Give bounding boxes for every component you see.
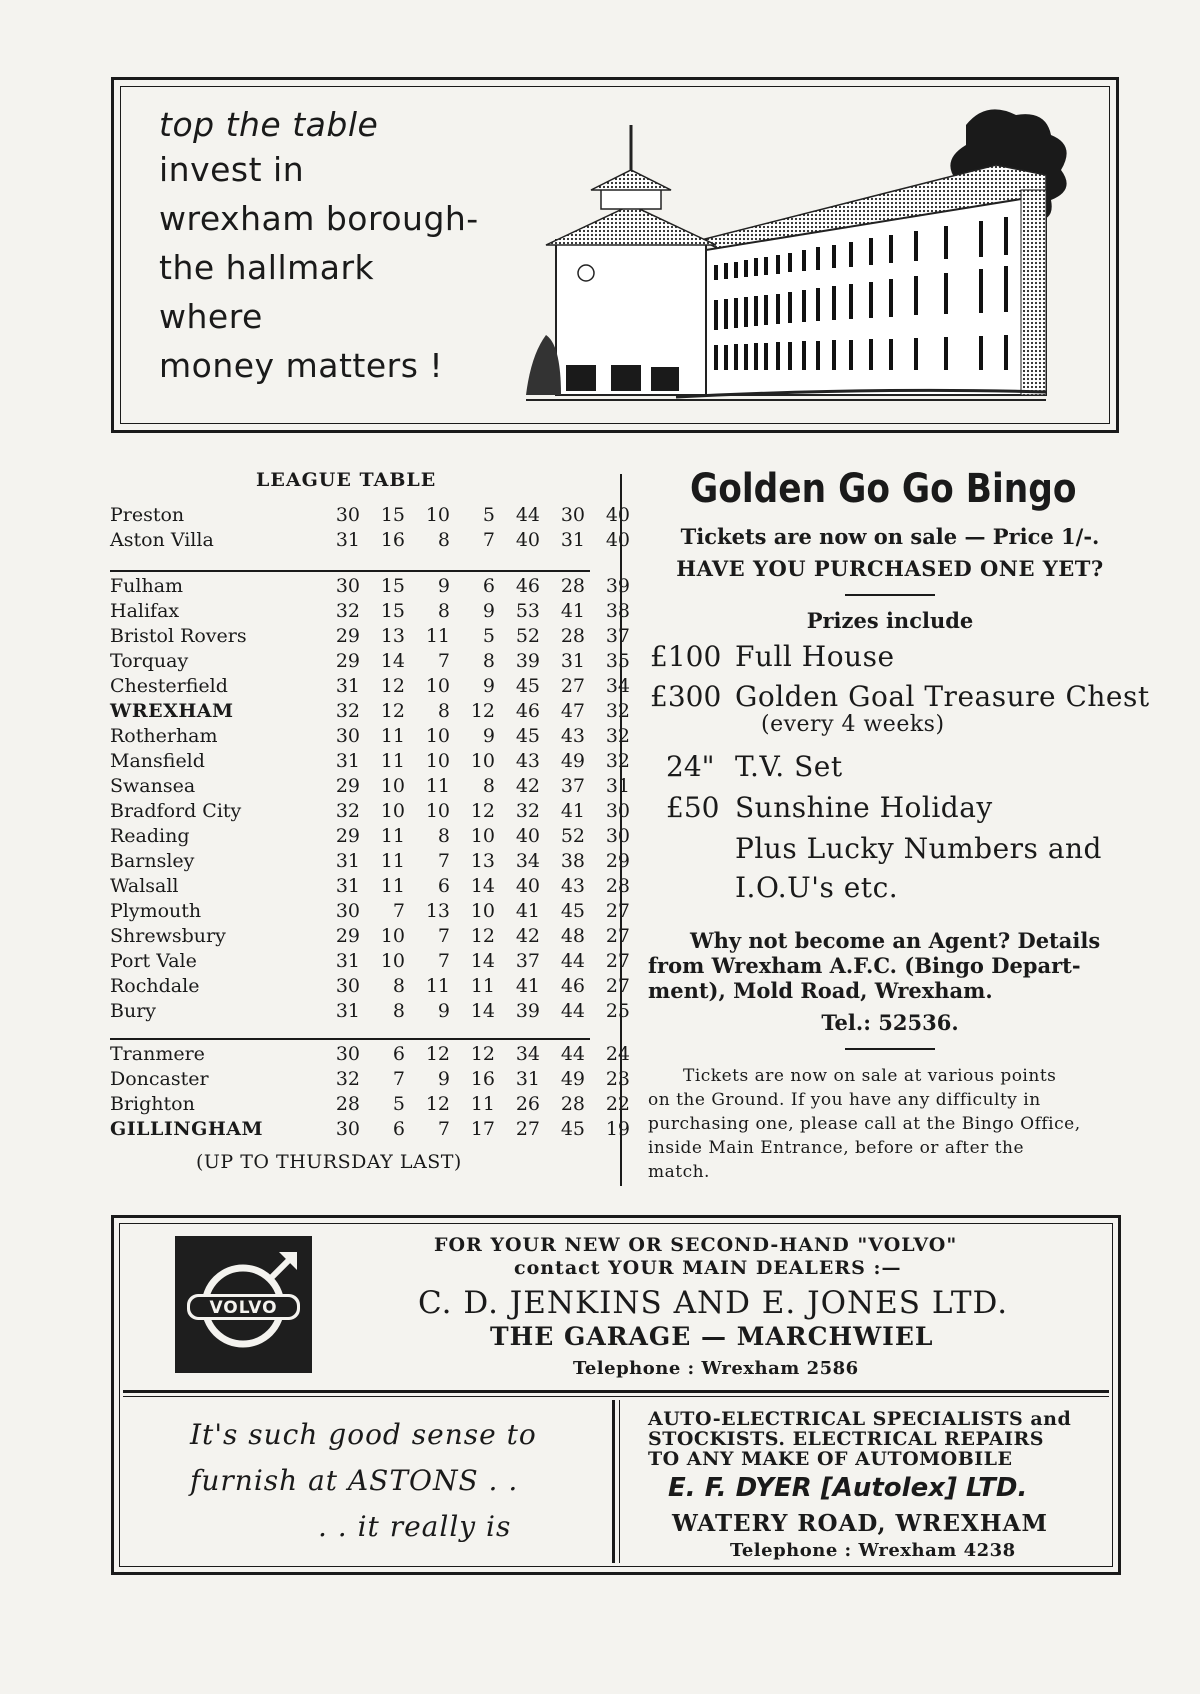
bingo-prizes-heading: Prizes include [806,608,974,633]
stat-cell: 31 [335,1000,360,1022]
stat-cell: 9 [482,675,495,697]
stat-cell: 11 [425,625,450,647]
stat-cell: 12 [425,1043,450,1065]
stat-cell: 42 [515,775,540,797]
league-table-heading: LEAGUE TABLE [256,469,437,491]
stat-cell: 29 [335,825,360,847]
stat-cell: 34 [515,1043,540,1065]
astons-ad-line: It's such good sense to [190,1418,537,1451]
agent-line: Why not become an Agent? Details [690,928,1101,953]
stat-cell: 30 [335,725,360,747]
stat-cell: 9 [482,600,495,622]
relegation-rule [110,1038,590,1040]
stat-cell: 13 [470,850,495,872]
stat-cell: 48 [560,925,585,947]
advert-slogan-line: top the table [159,105,379,144]
stat-cell: 7 [482,529,495,551]
stat-cell: 27 [560,675,585,697]
stat-cell: 47 [560,700,585,722]
stat-cell: 7 [437,925,450,947]
team-name: Port Vale [110,950,197,972]
team-name: Rochdale [110,975,200,997]
bingo-rule [845,594,935,596]
table-row [110,950,630,975]
stat-cell: 12 [470,800,495,822]
stat-cell: 15 [380,600,405,622]
team-name: Swansea [110,775,196,797]
team-name: Torquay [110,650,189,672]
advert-slogan-line: where [159,297,263,336]
team-name: Bury [110,1000,157,1022]
stat-cell: 6 [392,1043,405,1065]
stat-cell: 32 [335,1068,360,1090]
bingo-info-line: Tickets are now on sale at various points [683,1066,1057,1086]
stat-cell: 31 [335,850,360,872]
advert-divider [123,1390,1109,1393]
stat-cell: 27 [515,1118,540,1140]
stat-cell: 31 [560,650,585,672]
volvo-telephone: Telephone : Wrexham 2586 [573,1358,859,1379]
team-name: Fulham [110,575,184,597]
stat-cell: 7 [437,950,450,972]
prize-amount: 24" [666,750,715,783]
stat-cell: 32 [605,750,630,772]
stat-cell: 40 [605,529,630,551]
table-row [110,529,630,554]
stat-cell: 11 [380,875,405,897]
advert-column-divider [612,1400,615,1563]
table-row [110,1093,630,1118]
stat-cell: 52 [515,625,540,647]
stat-cell: 10 [425,800,450,822]
stat-cell: 12 [470,1043,495,1065]
stat-cell: 52 [560,825,585,847]
bingo-question: HAVE YOU PURCHASED ONE YET? [676,556,1104,581]
stat-cell: 10 [380,925,405,947]
stat-cell: 11 [380,850,405,872]
stat-cell: 10 [425,675,450,697]
bingo-rule [845,1048,935,1050]
prize-description: Sunshine Holiday [735,791,993,824]
astons-ad-line: furnish at ASTONS . . [190,1464,519,1497]
volvo-logo [175,1236,312,1373]
prize-amount: £50 [666,791,720,824]
stat-cell: 10 [470,900,495,922]
table-row [110,900,630,925]
dyer-ad-line: STOCKISTS. ELECTRICAL REPAIRS [648,1428,1044,1450]
stat-cell: 30 [335,1118,360,1140]
stat-cell: 28 [605,875,630,897]
stat-cell: 43 [560,875,585,897]
stat-cell: 10 [425,750,450,772]
prize-description: Golden Goal Treasure Chest [735,680,1150,713]
stat-cell: 5 [392,1093,405,1115]
stat-cell: 32 [605,725,630,747]
stat-cell: 7 [437,850,450,872]
stat-cell: 15 [380,504,405,526]
stat-cell: 40 [515,825,540,847]
stat-cell: 27 [605,975,630,997]
stat-cell: 41 [515,900,540,922]
stat-cell: 6 [482,575,495,597]
stat-cell: 31 [515,1068,540,1090]
stat-cell: 15 [380,575,405,597]
stat-cell: 45 [515,725,540,747]
stat-cell: 10 [470,750,495,772]
stat-cell: 38 [605,600,630,622]
stat-cell: 31 [335,875,360,897]
stat-cell: 34 [515,850,540,872]
bingo-telephone: Tel.: 52536. [821,1010,959,1035]
stat-cell: 41 [560,600,585,622]
stat-cell: 53 [515,600,540,622]
stat-cell: 14 [470,1000,495,1022]
stat-cell: 12 [470,925,495,947]
team-name: Preston [110,504,185,526]
table-row [110,1043,630,1068]
dyer-ad-line: AUTO-ELECTRICAL SPECIALISTS and [648,1408,1072,1430]
stat-cell: 29 [335,625,360,647]
stat-cell: 32 [515,800,540,822]
stat-cell: 46 [515,700,540,722]
stat-cell: 9 [437,575,450,597]
stat-cell: 8 [482,650,495,672]
stat-cell: 46 [515,575,540,597]
prize-description: T.V. Set [735,750,843,783]
team-name: Aston Villa [110,529,214,551]
table-row [110,1000,630,1025]
team-name: Doncaster [110,1068,209,1090]
wrexham-borough-advert [111,77,1119,433]
stat-cell: 10 [470,825,495,847]
stat-cell: 28 [560,1093,585,1115]
stat-cell: 29 [335,775,360,797]
bingo-title: Golden Go Go Bingo [690,466,1077,512]
stat-cell: 11 [425,975,450,997]
stat-cell: 49 [560,750,585,772]
stat-cell: 31 [335,529,360,551]
stat-cell: 30 [335,900,360,922]
stat-cell: 11 [425,775,450,797]
bingo-info-line: on the Ground. If you have any difficulty in [648,1090,1041,1110]
stat-cell: 30 [560,504,585,526]
stat-cell: 32 [335,600,360,622]
stat-cell: 8 [437,600,450,622]
stat-cell: 12 [380,675,405,697]
stat-cell: 31 [335,675,360,697]
stat-cell: 32 [605,700,630,722]
table-row [110,750,630,775]
volvo-dealer-name: C. D. JENKINS AND E. JONES LTD. [418,1285,1009,1321]
stat-cell: 25 [605,1000,630,1022]
stat-cell: 11 [380,725,405,747]
stat-cell: 30 [335,1043,360,1065]
stat-cell: 9 [482,725,495,747]
volvo-ad-line: FOR YOUR NEW OR SECOND-HAND "VOLVO" [434,1234,958,1256]
stat-cell: 40 [515,875,540,897]
stat-cell: 14 [380,650,405,672]
promotion-rule [110,570,590,572]
bingo-info-line: purchasing one, please call at the Bingo Office, [648,1114,1081,1134]
team-name: Walsall [110,875,179,897]
stat-cell: 8 [437,825,450,847]
stat-cell: 19 [605,1118,630,1140]
stat-cell: 45 [560,1118,585,1140]
table-row [110,700,630,725]
stat-cell: 6 [392,1118,405,1140]
stat-cell: 14 [470,950,495,972]
stat-cell: 13 [380,625,405,647]
dyer-ad-line: TO ANY MAKE OF AUTOMOBILE [648,1448,1013,1470]
stat-cell: 11 [470,1093,495,1115]
table-row [110,850,630,875]
agent-line: from Wrexham A.F.C. (Bingo Depart- [648,953,1081,978]
stat-cell: 44 [560,950,585,972]
stat-cell: 30 [605,800,630,822]
stat-cell: 17 [470,1118,495,1140]
stat-cell: 11 [380,825,405,847]
team-name: Reading [110,825,190,847]
guildhall-building-illustration [526,105,1086,415]
agent-line: ment), Mold Road, Wrexham. [648,978,993,1003]
table-row [110,650,630,675]
stat-cell: 23 [605,1068,630,1090]
stat-cell: 6 [437,875,450,897]
stat-cell: 24 [605,1043,630,1065]
stat-cell: 34 [605,675,630,697]
dyer-address: WATERY ROAD, WREXHAM [672,1510,1048,1537]
table-row [110,625,630,650]
stat-cell: 45 [560,900,585,922]
stat-cell: 10 [425,725,450,747]
stat-cell: 31 [335,950,360,972]
stat-cell: 13 [425,900,450,922]
stat-cell: 37 [515,950,540,972]
stat-cell: 30 [335,575,360,597]
stat-cell: 42 [515,925,540,947]
stat-cell: 5 [482,625,495,647]
stat-cell: 37 [560,775,585,797]
table-row [110,1068,630,1093]
stat-cell: 30 [605,825,630,847]
table-row [110,1118,630,1143]
stat-cell: 44 [560,1043,585,1065]
team-name: Chesterfield [110,675,228,697]
stat-cell: 11 [380,750,405,772]
advert-inner-border [120,86,1110,424]
team-name: Shrewsbury [110,925,226,947]
stat-cell: 44 [515,504,540,526]
stat-cell: 12 [425,1093,450,1115]
stat-cell: 37 [605,625,630,647]
stat-cell: 12 [380,700,405,722]
stat-cell: 44 [560,1000,585,1022]
table-row [110,675,630,700]
team-name: Halifax [110,600,180,622]
team-name: Plymouth [110,900,202,922]
stat-cell: 9 [437,1000,450,1022]
advert-slogan-line: the hallmark [159,248,375,287]
stat-cell: 46 [560,975,585,997]
column-divider [620,474,622,1186]
stat-cell: 40 [605,504,630,526]
stat-cell: 29 [605,850,630,872]
prize-description: Plus Lucky Numbers and [735,832,1102,865]
volvo-logo-text: VOLVO [209,1298,278,1318]
stat-cell: 32 [335,700,360,722]
table-row [110,725,630,750]
bingo-tickets-line: Tickets are now on sale — Price 1/-. [680,524,1100,549]
stat-cell: 10 [380,775,405,797]
stat-cell: 7 [392,900,405,922]
team-name: Tranmere [110,1043,205,1065]
stat-cell: 31 [560,529,585,551]
stat-cell: 39 [515,1000,540,1022]
team-name: GILLINGHAM [110,1118,264,1140]
stat-cell: 16 [470,1068,495,1090]
stat-cell: 5 [482,504,495,526]
stat-cell: 30 [335,504,360,526]
stat-cell: 8 [392,975,405,997]
stat-cell: 29 [335,925,360,947]
stat-cell: 32 [335,800,360,822]
stat-cell: 27 [605,900,630,922]
league-table-footnote: (UP TO THURSDAY LAST) [196,1151,462,1173]
prize-description: Full House [735,640,895,673]
volvo-ad-line: contact YOUR MAIN DEALERS :— [514,1257,902,1279]
team-name: Rotherham [110,725,218,747]
stat-cell: 35 [605,650,630,672]
stat-cell: 12 [470,700,495,722]
dyer-company-name: E. F. DYER [Autolex] LTD. [668,1473,1028,1503]
stat-cell: 7 [392,1068,405,1090]
table-row [110,975,630,1000]
advert-divider [123,1396,1109,1397]
stat-cell: 41 [515,975,540,997]
stat-cell: 7 [437,650,450,672]
astons-ad-line: . . it really is [318,1510,512,1543]
prize-description: I.O.U's etc. [735,871,899,904]
team-name: Brighton [110,1093,195,1115]
stat-cell: 40 [515,529,540,551]
stat-cell: 10 [425,504,450,526]
stat-cell: 27 [605,950,630,972]
stat-cell: 38 [560,850,585,872]
stat-cell: 41 [560,800,585,822]
stat-cell: 31 [605,775,630,797]
table-row [110,600,630,625]
stat-cell: 8 [437,529,450,551]
table-row [110,825,630,850]
advert-slogan-line: invest in [159,150,305,189]
advert-slogan-line: wrexham borough- [159,199,479,238]
stat-cell: 45 [515,675,540,697]
team-name: Bristol Rovers [110,625,247,647]
stat-cell: 43 [515,750,540,772]
advert-slogan-line: money matters ! [159,346,444,385]
stat-cell: 39 [515,650,540,672]
stat-cell: 26 [515,1093,540,1115]
stat-cell: 11 [470,975,495,997]
table-row [110,800,630,825]
team-name: Barnsley [110,850,195,872]
stat-cell: 28 [560,575,585,597]
stat-cell: 39 [605,575,630,597]
stat-cell: 28 [560,625,585,647]
bingo-info-line: match. [648,1162,710,1182]
bingo-info-line: inside Main Entrance, before or after the [648,1138,1025,1158]
table-row [110,575,630,600]
prize-amount: £100 [650,640,722,673]
stat-cell: 10 [380,800,405,822]
prize-amount: £300 [650,680,722,713]
stat-cell: 49 [560,1068,585,1090]
stat-cell: 8 [437,700,450,722]
prize-note: (every 4 weeks) [761,712,945,737]
stat-cell: 16 [380,529,405,551]
table-row [110,775,630,800]
team-name: WREXHAM [110,700,234,722]
dyer-telephone: Telephone : Wrexham 4238 [730,1540,1016,1561]
table-row [110,925,630,950]
stat-cell: 10 [380,950,405,972]
team-name: Bradford City [110,800,242,822]
advert-column-divider [619,1400,620,1563]
stat-cell: 28 [335,1093,360,1115]
stat-cell: 29 [335,650,360,672]
stat-cell: 22 [605,1093,630,1115]
stat-cell: 30 [335,975,360,997]
stat-cell: 27 [605,925,630,947]
volvo-emblem-icon [175,1236,312,1373]
stat-cell: 14 [470,875,495,897]
stat-cell: 7 [437,1118,450,1140]
stat-cell: 9 [437,1068,450,1090]
stat-cell: 43 [560,725,585,747]
stat-cell: 31 [335,750,360,772]
volvo-garage: THE GARAGE — MARCHWIEL [490,1322,934,1351]
stat-cell: 8 [392,1000,405,1022]
stat-cell: 8 [482,775,495,797]
team-name: Mansfield [110,750,205,772]
table-row [110,875,630,900]
table-row [110,504,630,529]
